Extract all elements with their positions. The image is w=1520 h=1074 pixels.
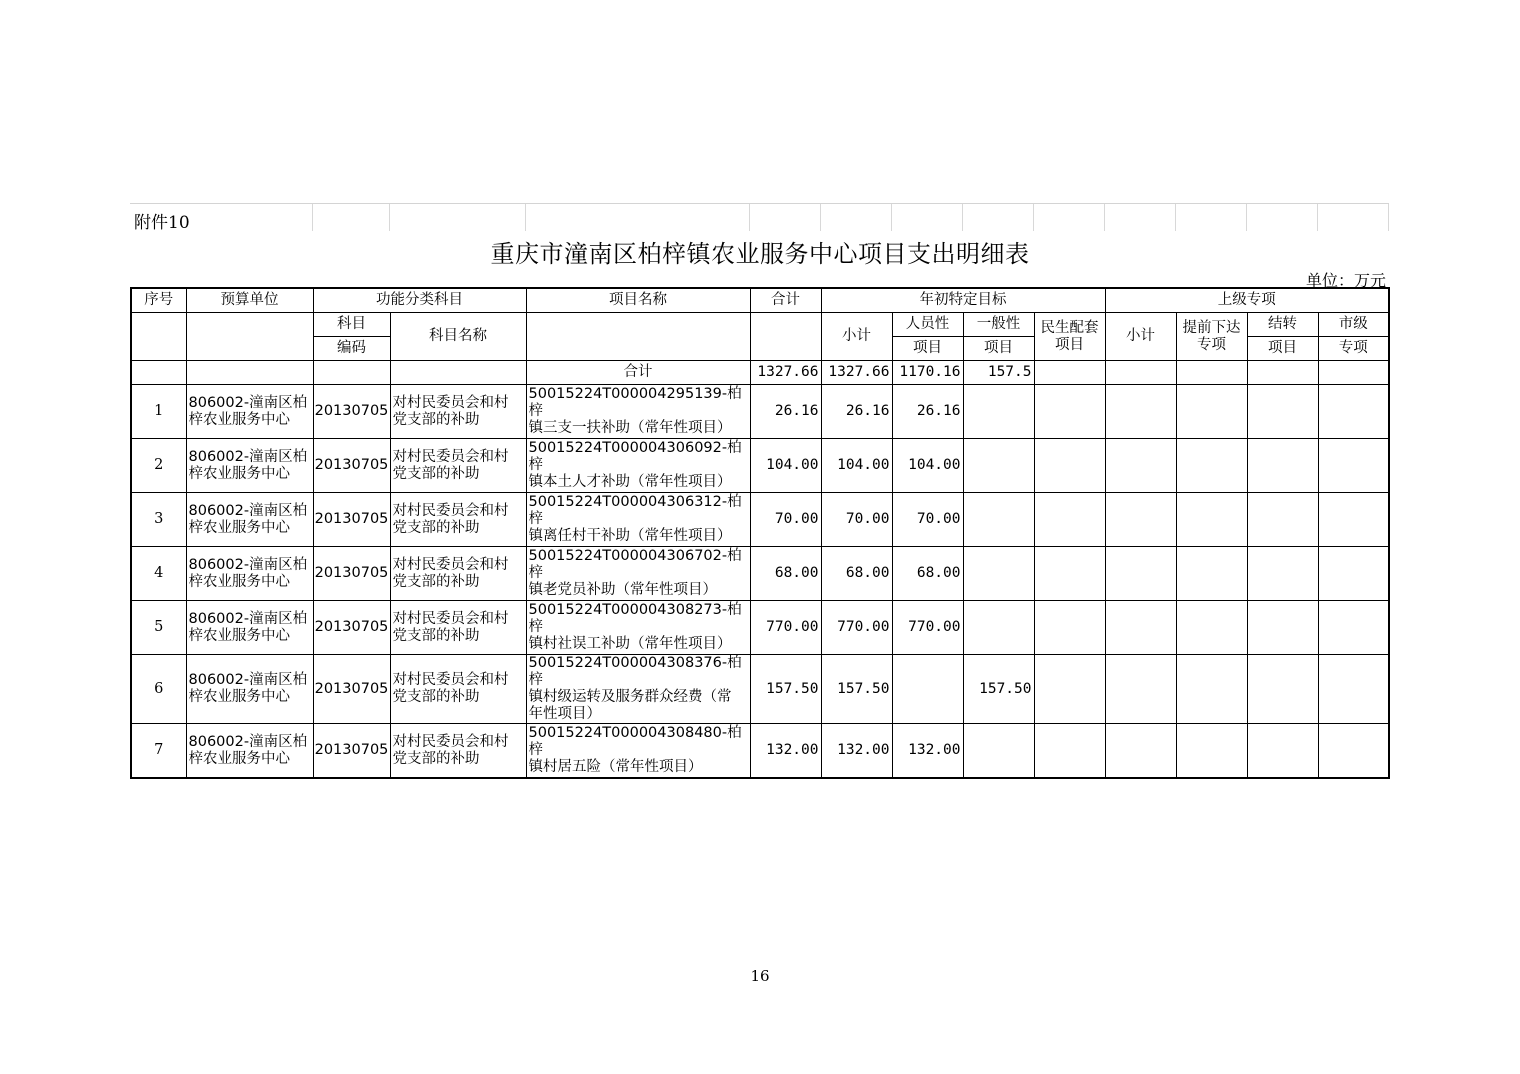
row-subject-name xyxy=(390,547,526,601)
summary-personnel: 1170.16 xyxy=(892,361,963,385)
header-total: 合计 xyxy=(750,288,821,313)
row-subtotal: 70.00 xyxy=(821,493,892,547)
summary-row xyxy=(131,361,1389,385)
row-personnel: 68.00 xyxy=(892,547,963,601)
row-total: 157.50 xyxy=(750,655,821,724)
row-budget-unit xyxy=(186,655,313,724)
page-title: 重庆市潼南区柏梓镇农业服务中心项目支出明细表 xyxy=(490,240,1030,268)
row-unit-line2: 梓农业服务中心 xyxy=(188,573,290,590)
header-subtotal: 小计 xyxy=(821,313,892,361)
row-subject-line1: 对村民委员会和村 xyxy=(392,672,509,688)
row-seq: 7 xyxy=(131,724,186,779)
row-unit-line1: 806002-潼南区柏 xyxy=(188,672,308,688)
row-seq: 6 xyxy=(131,655,186,724)
row-personnel: 104.00 xyxy=(892,439,963,493)
row-total: 68.00 xyxy=(750,547,821,601)
row-project-line1: 50015224T000004308376-柏梓 xyxy=(528,655,742,688)
row-total: 26.16 xyxy=(750,385,821,439)
row-project-name xyxy=(526,724,750,779)
row-project-line1: 50015224T000004308273-柏梓 xyxy=(528,602,742,635)
header-budget-unit: 预算单位 xyxy=(186,288,313,313)
header-special-target: 年初特定目标 xyxy=(821,288,1105,313)
row-subject-code: 20130705 xyxy=(313,493,390,547)
row-unit-line2: 梓农业服务中心 xyxy=(188,519,290,536)
row-personnel: 132.00 xyxy=(892,724,963,779)
row-project-line2: 镇村居五险（常年性项目） xyxy=(528,759,703,775)
row-subject-line2: 党支部的补助 xyxy=(392,689,480,705)
row-project-line2: 镇本土人才补助（常年性项目） xyxy=(528,474,732,490)
row-project-name xyxy=(526,385,750,439)
header-advance-2: 专项 xyxy=(1197,336,1226,353)
row-general xyxy=(963,385,1034,439)
header-personnel-2: 项目 xyxy=(892,337,963,361)
row-subtotal: 157.50 xyxy=(821,655,892,724)
row-total: 70.00 xyxy=(750,493,821,547)
header-subject-name: 科目名称 xyxy=(390,313,526,361)
expenditure-table xyxy=(130,287,1390,779)
row-subject-name xyxy=(390,724,526,779)
row-unit-line2: 梓农业服务中心 xyxy=(188,465,290,482)
row-project-line1: 50015224T000004306092-柏梓 xyxy=(528,440,742,473)
row-project-line2: 镇老党员补助（常年性项目） xyxy=(528,582,717,598)
row-subject-line1: 对村民委员会和村 xyxy=(392,733,509,750)
header-livelihood-2: 项目 xyxy=(1055,336,1084,353)
row-subtotal: 132.00 xyxy=(821,724,892,779)
row-unit-line1: 806002-潼南区柏 xyxy=(188,556,308,573)
row-subject-line1: 对村民委员会和村 xyxy=(392,448,509,465)
row-personnel: 770.00 xyxy=(892,601,963,655)
row-personnel xyxy=(892,655,963,724)
header-livelihood-1: 民生配套 xyxy=(1040,319,1099,336)
row-subject-code: 20130705 xyxy=(313,655,390,724)
row-total: 770.00 xyxy=(750,601,821,655)
row-unit-line1: 806002-潼南区柏 xyxy=(188,610,308,627)
row-subject-code: 20130705 xyxy=(313,547,390,601)
table-row xyxy=(131,547,1389,601)
row-project-line1: 50015224T000004295139-柏梓 xyxy=(528,386,742,419)
row-unit-line1: 806002-潼南区柏 xyxy=(188,733,308,750)
row-subject-code: 20130705 xyxy=(313,724,390,779)
row-project-name xyxy=(526,655,750,724)
header-total-blank xyxy=(750,313,821,361)
row-total: 132.00 xyxy=(750,724,821,779)
row-subtotal: 26.16 xyxy=(821,385,892,439)
header-gridline xyxy=(130,203,1389,231)
row-project-name xyxy=(526,439,750,493)
row-general xyxy=(963,439,1034,493)
row-budget-unit xyxy=(186,601,313,655)
header-general-1: 一般性 xyxy=(963,313,1034,337)
row-subject-line2: 党支部的补助 xyxy=(392,750,480,767)
row-seq: 1 xyxy=(131,385,186,439)
data-rows xyxy=(131,385,1389,779)
row-personnel: 70.00 xyxy=(892,493,963,547)
row-subject-line1: 对村民委员会和村 xyxy=(392,556,509,573)
header-advance xyxy=(1176,313,1247,361)
header-seq: 序号 xyxy=(131,288,186,313)
row-project-line1: 50015224T000004306312-柏梓 xyxy=(528,494,742,527)
header-general-2: 项目 xyxy=(963,337,1034,361)
row-subject-code: 20130705 xyxy=(313,439,390,493)
row-project-line3: 年性项目） xyxy=(528,706,601,722)
row-unit-line2: 梓农业服务中心 xyxy=(188,750,290,767)
row-budget-unit xyxy=(186,547,313,601)
annex-label: 附件10 xyxy=(134,213,190,233)
header-personnel-1: 人员性 xyxy=(892,313,963,337)
row-subject-line1: 对村民委员会和村 xyxy=(392,502,509,519)
header-city-1: 市级 xyxy=(1318,313,1389,337)
summary-subtotal: 1327.66 xyxy=(821,361,892,385)
header-project-blank xyxy=(526,313,750,361)
row-seq: 4 xyxy=(131,547,186,601)
table-row xyxy=(131,385,1389,439)
row-unit-line1: 806002-潼南区柏 xyxy=(188,448,308,465)
header-subject-code-1: 科目 xyxy=(313,313,390,337)
header-func-category: 功能分类科目 xyxy=(313,288,526,313)
row-subtotal: 104.00 xyxy=(821,439,892,493)
table-row xyxy=(131,724,1389,779)
table-row xyxy=(131,439,1389,493)
header-subject-code-2: 编码 xyxy=(313,337,390,361)
row-subject-line1: 对村民委员会和村 xyxy=(392,610,509,627)
row-budget-unit xyxy=(186,493,313,547)
header-row-1 xyxy=(131,288,1389,313)
row-unit-line2: 梓农业服务中心 xyxy=(188,689,290,705)
header-carryover-2: 项目 xyxy=(1247,337,1318,361)
row-subject-line2: 党支部的补助 xyxy=(392,573,480,590)
row-subtotal: 68.00 xyxy=(821,547,892,601)
row-general xyxy=(963,724,1034,779)
row-project-line2: 镇三支一扶补助（常年性项目） xyxy=(528,420,732,436)
row-general: 157.50 xyxy=(963,655,1034,724)
summary-general: 157.5 xyxy=(963,361,1034,385)
row-unit-line2: 梓农业服务中心 xyxy=(188,411,290,428)
row-project-name xyxy=(526,547,750,601)
row-budget-unit xyxy=(186,385,313,439)
row-personnel: 26.16 xyxy=(892,385,963,439)
page-number: 16 xyxy=(750,967,770,985)
table-row xyxy=(131,601,1389,655)
row-subtotal: 770.00 xyxy=(821,601,892,655)
row-general xyxy=(963,493,1034,547)
row-general xyxy=(963,601,1034,655)
row-unit-line2: 梓农业服务中心 xyxy=(188,627,290,644)
header-row-2 xyxy=(131,313,1389,337)
row-budget-unit xyxy=(186,439,313,493)
row-subject-name xyxy=(390,601,526,655)
header-livelihood xyxy=(1034,313,1105,361)
row-seq: 2 xyxy=(131,439,186,493)
row-seq: 5 xyxy=(131,601,186,655)
row-project-line2: 镇村级运转及服务群众经费（常 xyxy=(528,689,732,705)
unit-label: 单位：万元 xyxy=(1305,271,1386,290)
row-subject-line2: 党支部的补助 xyxy=(392,627,480,644)
row-subject-code: 20130705 xyxy=(313,601,390,655)
header-advance-1: 提前下达 xyxy=(1182,319,1241,336)
row-project-line2: 镇离任村干补助（常年性项目） xyxy=(528,528,732,544)
summary-total: 1327.66 xyxy=(750,361,821,385)
table-row xyxy=(131,655,1389,724)
row-seq: 3 xyxy=(131,493,186,547)
summary-label: 合计 xyxy=(526,361,750,385)
row-subject-line2: 党支部的补助 xyxy=(392,411,480,428)
row-subject-line2: 党支部的补助 xyxy=(392,519,480,536)
header-sup-subtotal: 小计 xyxy=(1105,313,1176,361)
header-unit-blank xyxy=(186,313,313,361)
row-subject-line1: 对村民委员会和村 xyxy=(392,394,509,411)
row-unit-line1: 806002-潼南区柏 xyxy=(188,394,308,411)
header-seq-blank xyxy=(131,313,186,361)
table-row xyxy=(131,493,1389,547)
row-total: 104.00 xyxy=(750,439,821,493)
header-superior-special: 上级专项 xyxy=(1105,288,1389,313)
row-subject-code: 20130705 xyxy=(313,385,390,439)
row-subject-name xyxy=(390,655,526,724)
row-subject-name xyxy=(390,385,526,439)
row-project-line1: 50015224T000004308480-柏梓 xyxy=(528,725,742,758)
row-subject-line2: 党支部的补助 xyxy=(392,465,480,482)
row-general xyxy=(963,547,1034,601)
header-project-name: 项目名称 xyxy=(526,288,750,313)
row-project-name xyxy=(526,493,750,547)
row-project-name xyxy=(526,601,750,655)
row-project-line2: 镇村社误工补助（常年性项目） xyxy=(528,636,732,652)
row-subject-name xyxy=(390,439,526,493)
row-project-line1: 50015224T000004306702-柏梓 xyxy=(528,548,742,581)
header-carryover-1: 结转 xyxy=(1247,313,1318,337)
row-budget-unit xyxy=(186,724,313,779)
row-subject-name xyxy=(390,493,526,547)
row-unit-line1: 806002-潼南区柏 xyxy=(188,502,308,519)
header-city-2: 专项 xyxy=(1318,337,1389,361)
